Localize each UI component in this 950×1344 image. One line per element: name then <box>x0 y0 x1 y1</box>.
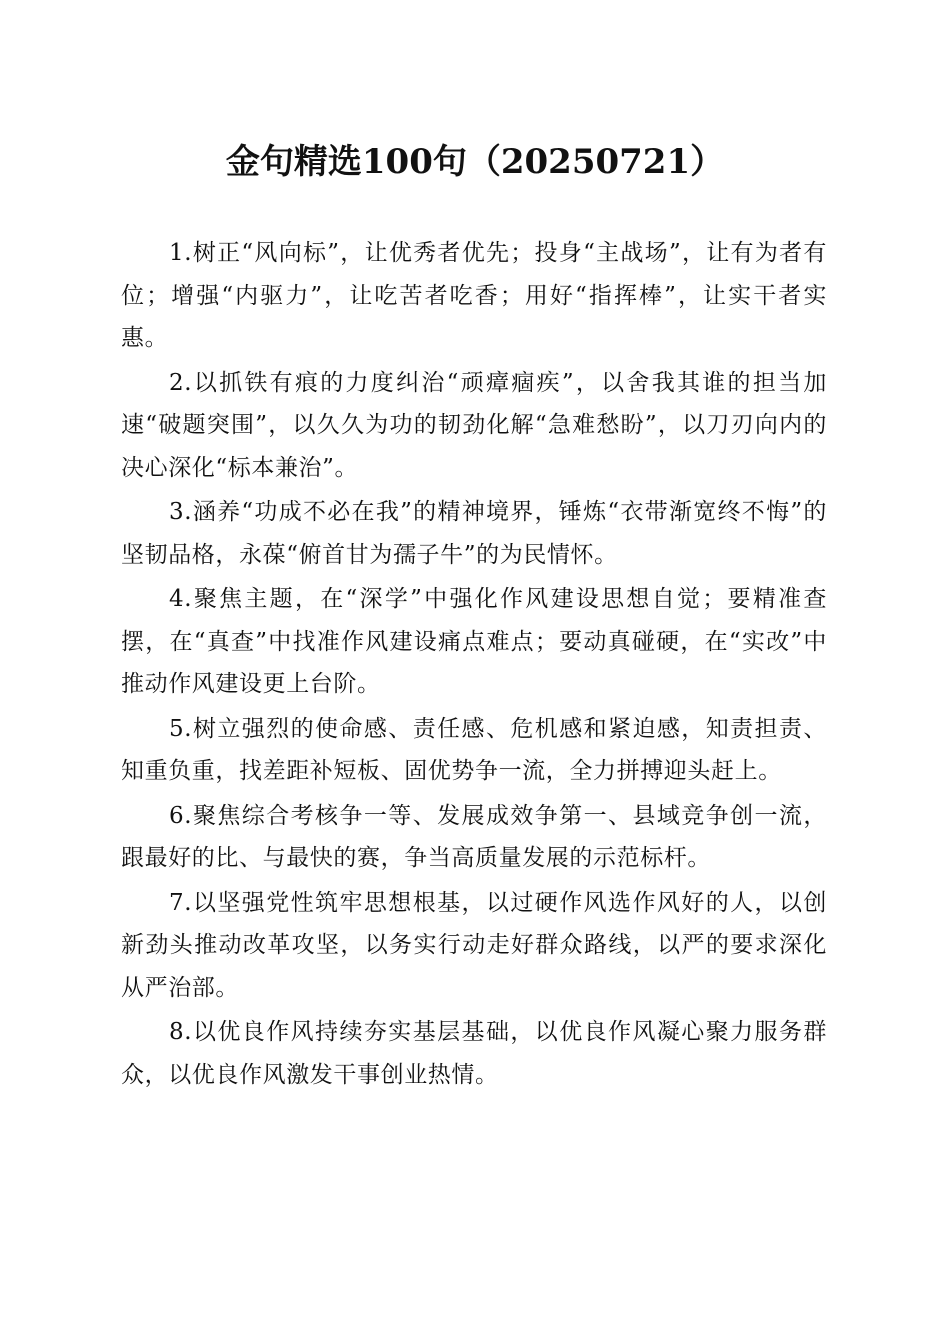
paragraph-3: 3.涵养“功成不必在我”的精神境界，锤炼“衣带渐宽终不悔”的坚韧品格，永葆“俯首甘为孺子牛”的为民情怀。 <box>121 499 827 568</box>
document-body <box>121 232 827 1098</box>
paragraph-8: 8.以优良作风持续夯实基层基础，以优良作风凝心聚力服务群众，以优良作风激发干事创业热情。 <box>121 1019 827 1088</box>
paragraph-6: 6.聚焦综合考核争一等、发展成效争第一、县域竞争创一流，跟最好的比、与最快的赛，争当高质量发展的示范标杆。 <box>121 802 827 871</box>
paragraph-7: 7.以坚强党性筑牢思想根基，以过硬作风选作风好的人，以创新劲头推动改革攻坚，以务实行动走好群众路线，以严的要求深化从严治部。 <box>121 889 827 1001</box>
document-title: 金句精选100句（20250721） <box>225 142 725 182</box>
paragraph-1: 1.树正“风向标”，让优秀者优先；投身“主战场”，让有为者有位；增强“内驱力”，让吃苦者吃香；用好“指挥棒”，让实干者实惠。 <box>121 240 827 351</box>
paragraph-4: 4.聚焦主题，在“深学”中强化作风建设思想自觉；要精准查摆，在“真查”中找准作风建设痛点难点；要动真碰硬，在“实改”中推动作风建设更上台阶。 <box>121 586 827 697</box>
paragraph-2: 2.以抓铁有痕的力度纠治“顽瘴痼疾”，以舍我其谁的担当加速“破题突围”，以久久为功的韧劲化解“急难愁盼”，以刀刃向内的决心深化“标本兼治”。 <box>121 369 827 481</box>
paragraph-5: 5.树立强烈的使命感、责任感、危机感和紧迫感，知责担责、知重负重，找差距补短板、固优势争一流，全力拼搏迎头赶上。 <box>121 715 827 784</box>
